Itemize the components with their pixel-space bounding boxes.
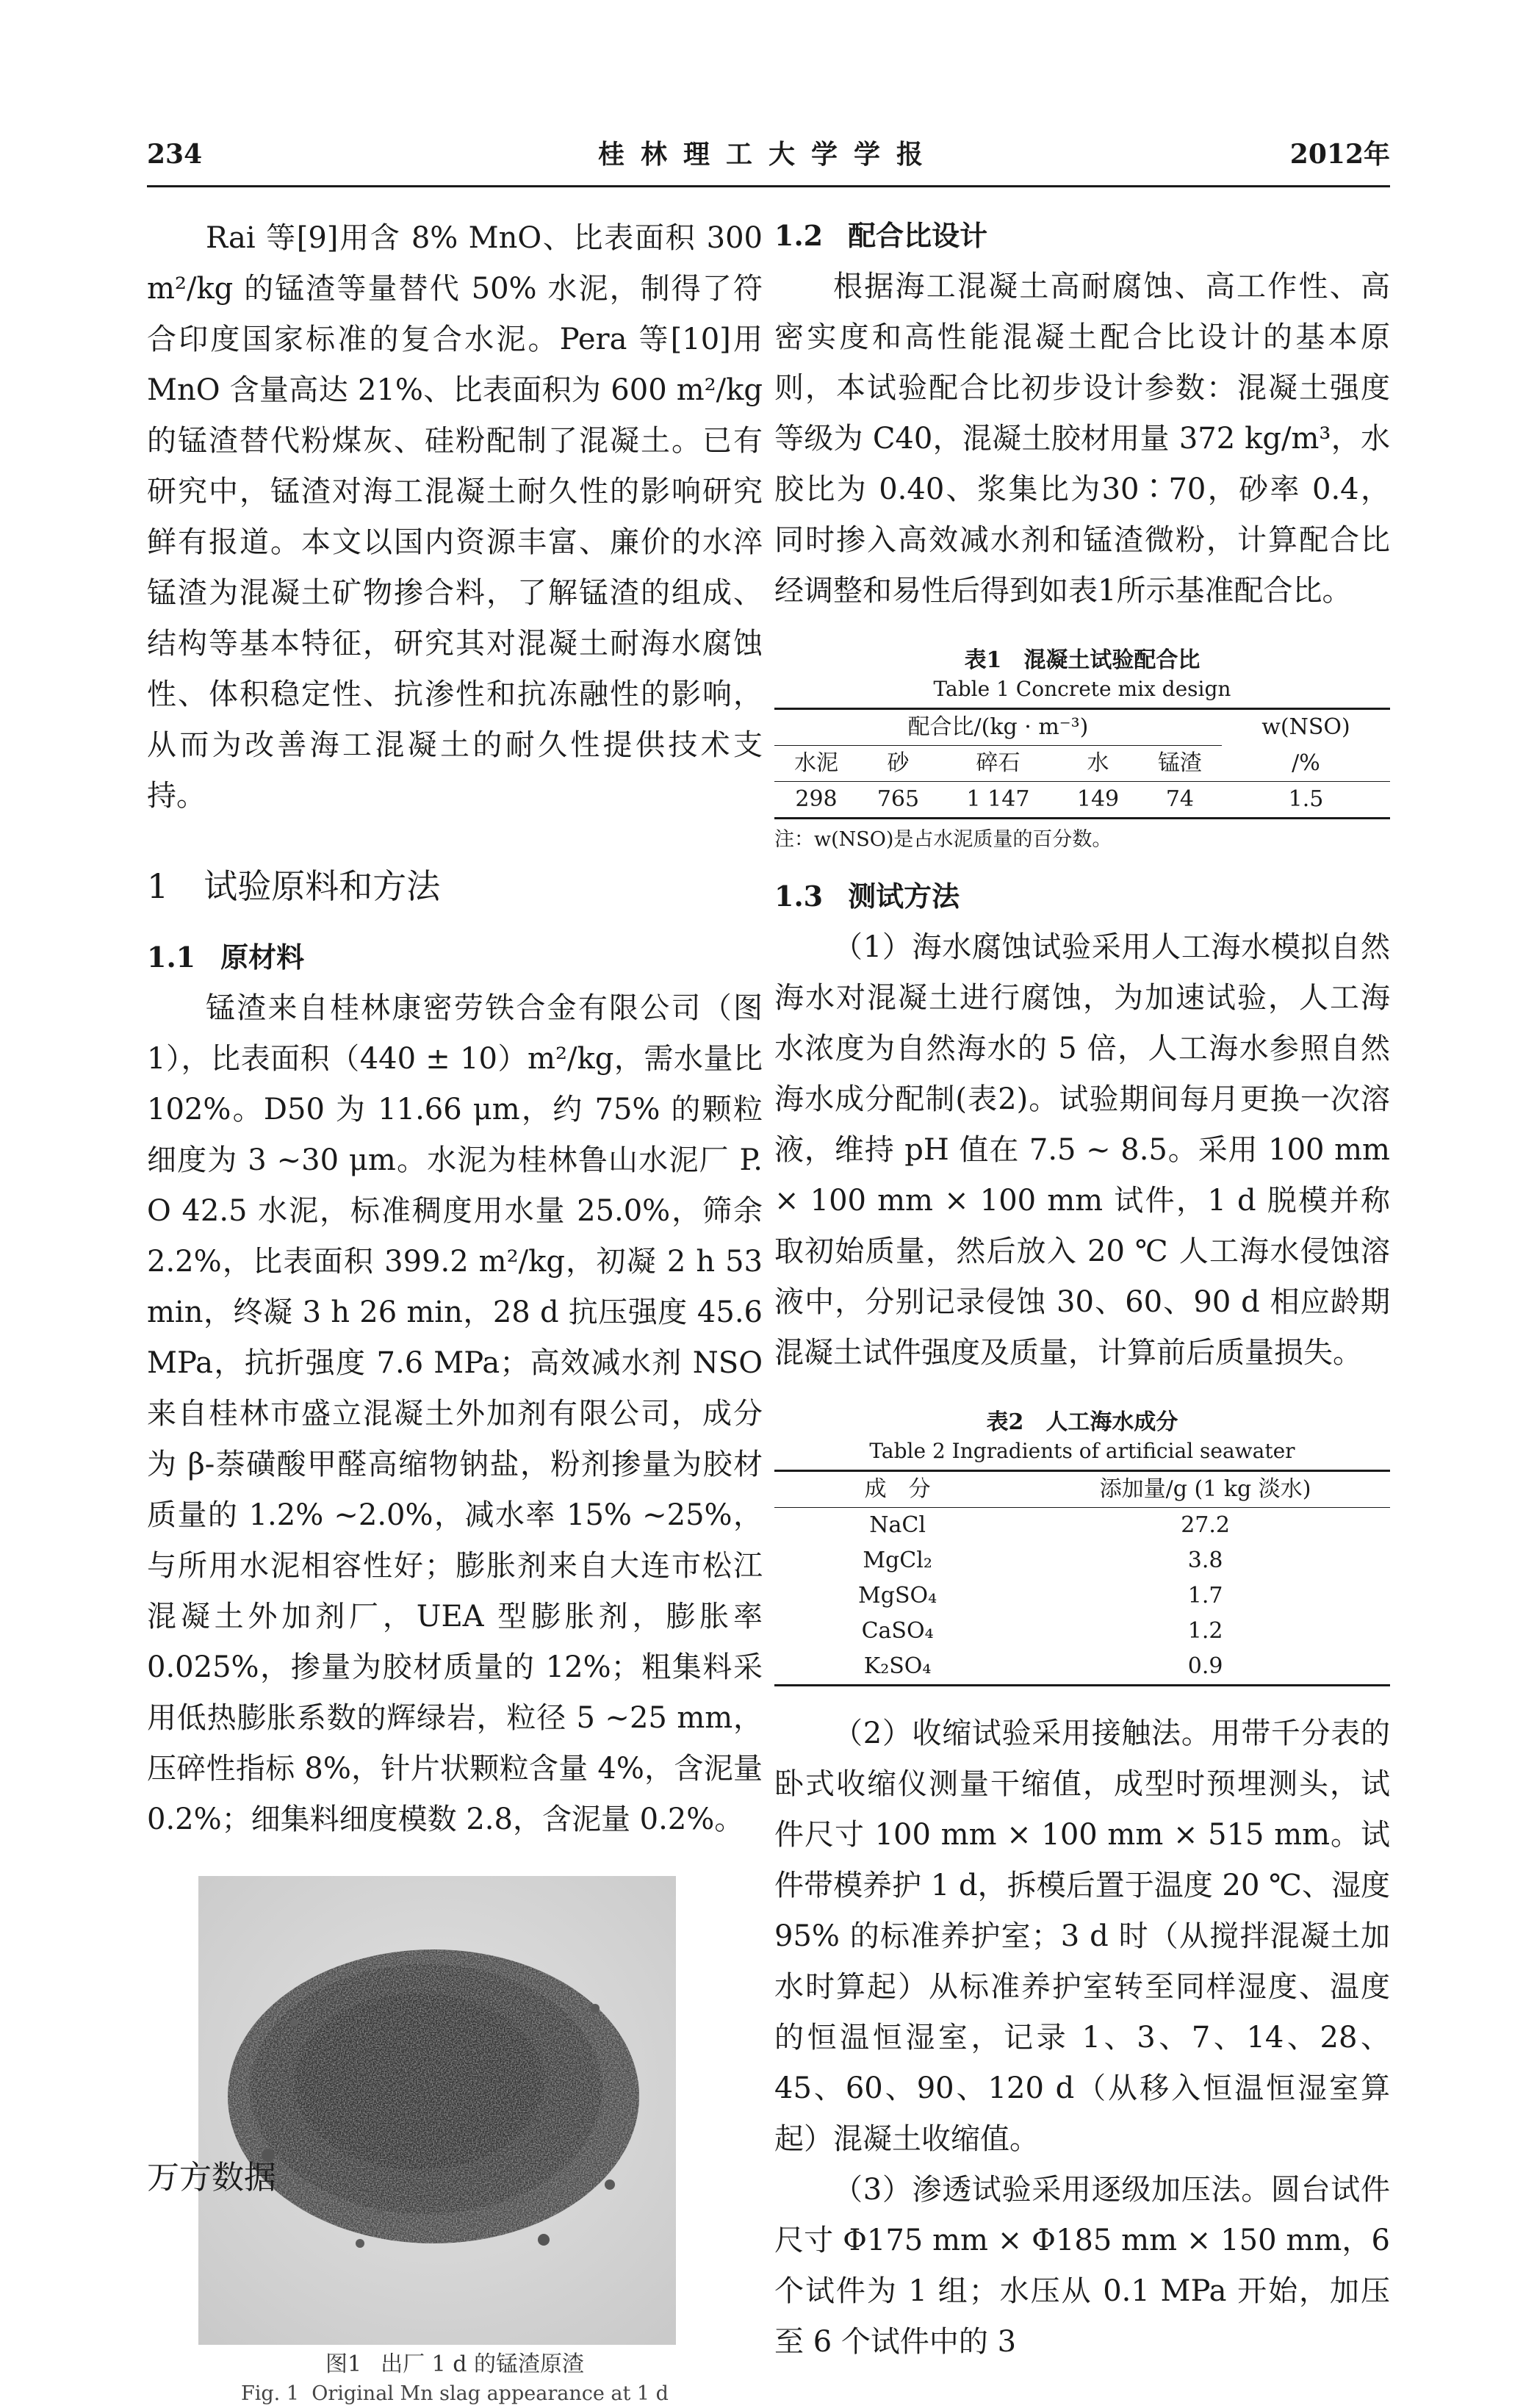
table-2-cell: 27.2 (1181, 1512, 1230, 1538)
table-row (774, 1614, 1390, 1649)
table-1-cell: 765 (877, 786, 920, 812)
mix-design-paragraph: 根据海工混凝土高耐腐蚀、高工作性、高密实度和高性能混凝土配合比设计的基本原则，本试验配合比初步设计参数：混凝土强度等级为 C40，混凝土胶材用量 372 kg/m³，水胶比为 0.40、浆集比为30∶70，砂率 0.4，同时掺入高效减水剂和锰渣微粉，计算配合比经调整和易性后得到如表1所示基准配合比。 (774, 270, 1390, 608)
table-1-cell: 1.5 (1288, 786, 1324, 812)
table-1-cell: 298 (795, 786, 838, 812)
table-row (774, 1508, 1390, 1544)
method-3-paragraph: （3）渗透试验采用逐级加压法。圆台试件尺寸 Φ175 mm × Φ185 mm × 150 mm，6 个试件为 1 组；水压从 0.1 MPa 开始，加压至 6 个试件中的 3 (774, 2173, 1390, 2359)
table-2-cell: NaCl (869, 1512, 926, 1538)
table-2-cell: CaSO₄ (861, 1618, 934, 1644)
intro-paragraph: Rai 等[9]用含 8% MnO、比表面积 300 m²/kg 的锰渣等量替代 50% 水泥，制得了符合印度国家标准的复合水泥。Pera 等[10]用 MnO 含量高达 21%、比表面积为 600 m²/kg 的锰渣替代粉煤灰、硅粉配制了混凝土。已有研究中，锰渣对海工混凝土耐久性的影响研究鲜有报道。本文以国内资源丰富、廉价的水淬锰渣为混凝土矿物掺合料，了解锰渣的组成、结构等基本特征，研究其对混凝土耐海水腐蚀性、体积稳定性、抗渗性和抗冻融性的影响，从而为改善海工混凝土的耐久性提供技术支持。 (147, 221, 763, 813)
table-2-caption (774, 1408, 1390, 1437)
table-2-number: 表2 (986, 1409, 1024, 1435)
table-2-cell: 0.9 (1187, 1653, 1223, 1679)
table-row (774, 1543, 1390, 1578)
table-2 (774, 1470, 1390, 1686)
table-2-cell: 3.8 (1187, 1548, 1223, 1573)
table-1-caption-en: Table 1 Concrete mix design (933, 677, 1231, 701)
section-1-3-number: 1.3 (774, 880, 824, 913)
journal-title: 桂林理工大学学报 (597, 139, 939, 170)
table-2-cell: 1.2 (1187, 1618, 1223, 1644)
section-1-3-heading (774, 874, 1390, 919)
table-row (774, 1578, 1390, 1614)
table-1-cell: 1 147 (966, 786, 1030, 812)
right-column (774, 213, 1390, 2368)
table-1-col-cement: 水泥 (794, 750, 839, 776)
section-1-heading (147, 860, 763, 913)
section-1-1-number: 1.1 (147, 941, 196, 974)
method-2-paragraph: （2）收缩试验采用接触法。用带千分表的卧式收缩仪测量干缩值，成型时预埋测头，试件尺寸 100 mm × 100 mm × 515 mm。试件带模养护 1 d，拆模后置于温度 20 ℃、湿度 95% 的标准养护室；3 d 时（从搅拌混凝土加水时算起）从标准养护室转至同样湿度、温度的恒温恒湿室，记录 1、3、7、14、28、45、60、90、120 d（从移入恒温恒湿室算起）混凝土收缩值。 (774, 1717, 1390, 2156)
table-2-caption-en: Table 2 Ingradients of artificial seawater (869, 1439, 1295, 1463)
table-row (774, 1649, 1390, 1686)
figure-1-photo (198, 1876, 676, 2345)
method-1-paragraph: （1）海水腐蚀试验采用人工海水模拟自然海水对混凝土进行腐蚀，为加速试验，人工海水浓度为自然海水的 5 倍，人工海水参照自然海水成分配制(表2)。试验期间每月更换一次溶液，维持 pH 值在 7.5 ~ 8.5。采用 100 mm × 100 mm × 100 mm 试件，1 d 脱模并称取初始质量，然后放入 20 ℃ 人工海水侵蚀溶液中，分别记录侵蚀 30、60、90 d 相应龄期混凝土试件强度及质量，计算前后质量损失。 (774, 930, 1390, 1370)
table-1-cell: 74 (1165, 786, 1195, 812)
table-1-col-sand: 砂 (887, 750, 910, 776)
section-1-2-heading (774, 213, 1390, 259)
section-1-number: 1 (147, 866, 169, 906)
table-2-cell: MgCl₂ (863, 1548, 932, 1573)
section-1-1-title: 原材料 (220, 941, 305, 974)
table-1-col-gravel: 碎石 (976, 750, 1021, 776)
figure-1-number-en: Fig. 1 (241, 2382, 300, 2405)
table-2-cell: 1.7 (1187, 1583, 1223, 1609)
section-1-2-title: 配合比设计 (848, 219, 988, 252)
table-2-cell: K₂SO₄ (863, 1653, 932, 1679)
table-2-col-amount: 添加量/g (1 kg 淡水) (1099, 1476, 1311, 1502)
section-1-3-title: 测试方法 (848, 880, 960, 913)
footer-watermark: 万方数据 (147, 2159, 276, 2196)
section-1-title: 试验原料和方法 (204, 866, 441, 906)
header-rule (147, 185, 1390, 187)
table-1 (774, 708, 1390, 819)
page-number: 234 (147, 139, 203, 170)
publication-year: 2012年 (1289, 139, 1390, 170)
table-1-col-slag: 锰渣 (1157, 750, 1202, 776)
table-1-nso-header: w(NSO) (1261, 714, 1350, 741)
table-1-note: 注：w(NSO)是占水泥质量的百分数。 (774, 828, 1112, 851)
table-2-col-component: 成 分 (864, 1476, 931, 1502)
figure-1-caption-en-text: Original Mn slag appearance at 1 d (312, 2382, 669, 2405)
table-1-group-header: 配合比/(kg · m⁻³) (774, 709, 1222, 746)
section-1-2-number: 1.2 (774, 219, 824, 252)
figure-1-caption (147, 2349, 763, 2380)
table-1-col-water: 水 (1087, 750, 1109, 776)
table-1-number: 表1 (964, 647, 1002, 673)
table-1-nso-unit: /% (1292, 750, 1320, 776)
table-2-title: 人工海水成分 (1045, 1409, 1178, 1435)
figure-1-number: 图1 (325, 2351, 362, 2377)
table-2-cell: MgSO₄ (858, 1583, 937, 1609)
materials-paragraph: 锰渣来自桂林康密劳铁合金有限公司（图1），比表面积（440 ± 10）m²/kg，需水量比102%。D50 为 11.66 μm，约 75% 的颗粒细度为 3 ~30 μm。水泥为桂林鲁山水泥厂 P. O 42.5 水泥，标准稠度用水量 25.0%，筛余 2.2%，比表面积 399.2 m²/kg，初凝 2 h 53 min，终凝 3 h 26 min，28 d 抗压强度 45.6 MPa，抗折强度 7.6 MPa；高效减水剂 NSO 来自桂林市盛立混凝土外加剂有限公司，成分为 β-萘磺酸甲醛高缩物钠盐，粉剂掺量为胶材质量的 1.2% ~2.0%，减水率 15% ~25%，与所用水泥相容性好；膨胀剂来自大连市松江混凝土外加剂厂，UEA 型膨胀剂，膨胀率 0.025%，掺量为胶材质量的 12%；粗集料采用低热膨胀系数的辉绿岩，粒径 5 ~25 mm，压碎性指标 8%，针片状颗粒含量 4%，含泥量 0.2%；细集料细度模数 2.8，含泥量 0.2%。 (147, 991, 763, 1836)
table-row (774, 782, 1390, 819)
section-1-1-heading (147, 935, 763, 980)
table-1-caption (774, 646, 1390, 675)
table-1-title: 混凝土试验配合比 (1023, 647, 1201, 673)
figure-1-caption-en (147, 2380, 763, 2408)
figure-1-caption-text: 出厂 1 d 的锰渣原渣 (381, 2351, 584, 2377)
mn-slag-photo (198, 1876, 676, 2345)
left-column (147, 213, 763, 2408)
table-1-cell: 149 (1076, 786, 1120, 812)
